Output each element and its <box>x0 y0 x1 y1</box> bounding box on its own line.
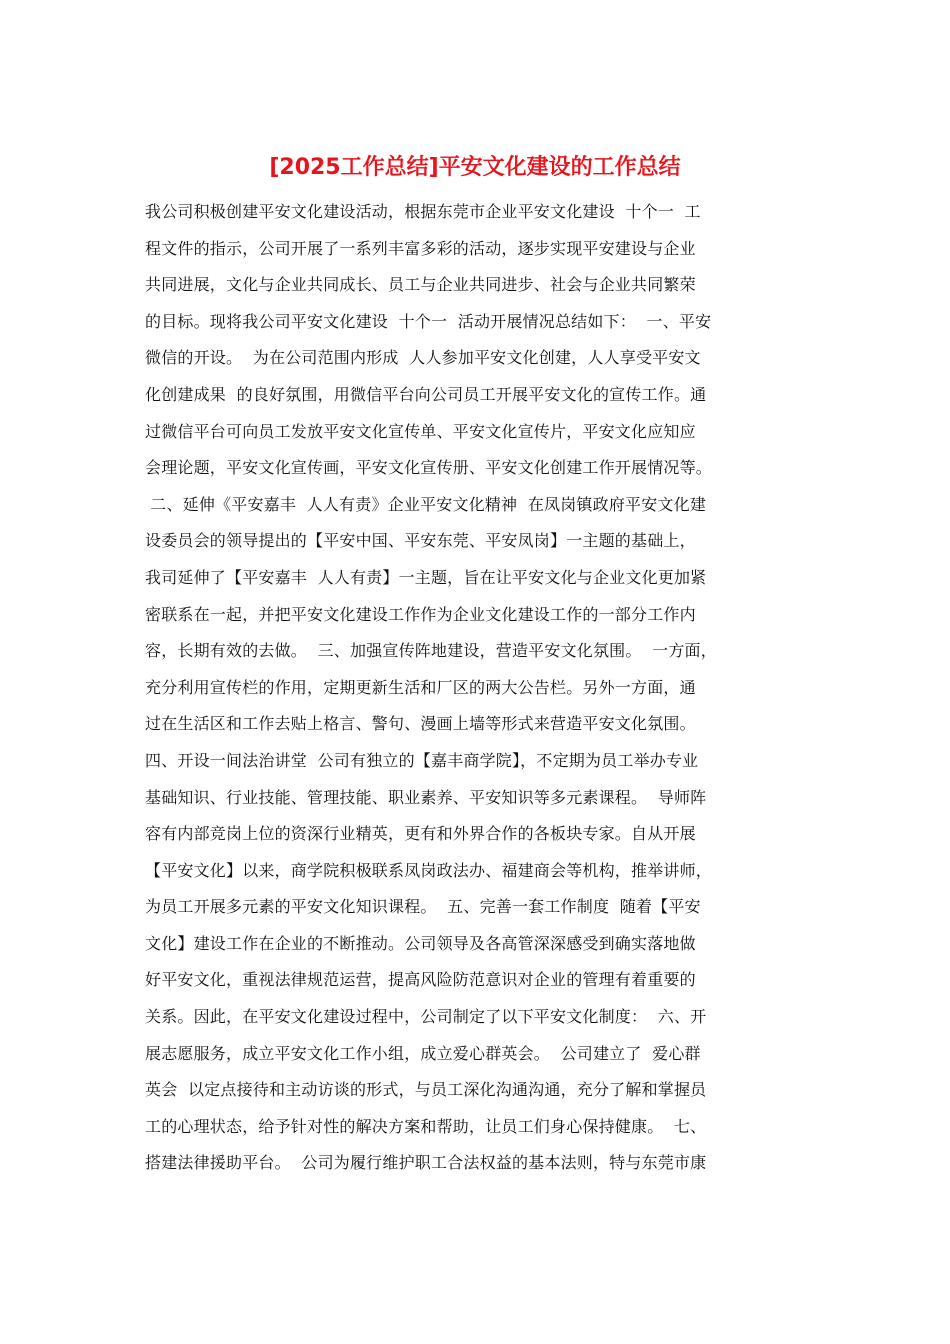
body-line: 共同进展，文化与企业共同成长、员工与企业共同进步、社会与企业共同繁荣 <box>145 275 696 295</box>
body-line: 搭建法律援助平台。 公司为履行维护职工合法权益的基本法则，特与东莞市康 <box>145 1153 707 1173</box>
body-line: 容，长期有效的去做。 三、加强宣传阵地建设，营造平安文化氛围。 一方面， <box>145 641 717 661</box>
body-line: 容有内部竞岗上位的资深行业精英，更有和外界合作的各板块专家。自从开展 <box>145 824 696 844</box>
body-line: 过在生活区和工作去贴上格言、警句、漫画上墙等形式来营造平安文化氛围。 <box>145 714 696 734</box>
body-line: 充分利用宣传栏的作用，定期更新生活和厂区的两大公告栏。另外一方面，通 <box>145 677 696 697</box>
body-line: 密联系在一起，并把平安文化建设工作作为企业文化建设工作的一部分工作内 <box>145 604 696 624</box>
body-line: 工的心理状态，给予针对性的解决方案和帮助，让员工们身心保持健康。 七、 <box>145 1116 707 1136</box>
body-line: 好平安文化，重视法律规范运营，提高风险防范意识对企业的管理有着重要的 <box>145 970 696 990</box>
body-line: 文化】建设工作在企业的不断推动。公司领导及各高管深深感受到确实落地做 <box>145 933 696 953</box>
body-line: 的目标。现将我公司平安文化建设 十个一 活动开展情况总结如下： 一、平安 <box>145 311 712 331</box>
body-line: 基础知识、行业技能、管理技能、职业素养、平安知识等多元素课程。 导师阵 <box>145 787 707 807</box>
document-title: [2025工作总结]平安文化建设的工作总结 <box>269 155 681 180</box>
body-line: 微信的开设。 为在公司范围内形成 人人参加平安文化创建，人人享受平安文 <box>145 348 701 368</box>
body-line: 关系。因此，在平安文化建设过程中，公司制定了以下平安文化制度： 六、开 <box>145 1007 707 1027</box>
body-line: 设委员会的领导提出的【平安中国、平安东莞、平安凤岗】一主题的基础上， <box>145 531 696 551</box>
body-line: 展志愿服务，成立平安文化工作小组，成立爱心群英会。 公司建立了 爱心群 <box>145 1043 701 1063</box>
body-line: 程文件的指示，公司开展了一系列丰富多彩的活动，逐步实现平安建设与企业 <box>145 238 696 258</box>
body-line: 我公司积极创建平安文化建设活动，根据东莞市企业平安文化建设 十个一 工 <box>145 202 701 221</box>
body-line: 过微信平台可向员工发放平安文化宣传单、平安文化宣传片，平安文化应知应 <box>145 421 696 441</box>
body-line: 英会 以定点接待和主动访谈的形式，与员工深化沟通沟通，充分了解和掌握员 <box>145 1080 707 1100</box>
body-line: 四、开设一间法治讲堂 公司有独立的【嘉丰商学院】，不定期为员工举办专业 <box>145 750 699 770</box>
body-line: 化创建成果 的良好氛围，用微信平台向公司员工开展平安文化的宣传工作。通 <box>145 384 707 404</box>
body-line: 会理论题，平安文化宣传画，平安文化宣传册、平安文化创建工作开展情况等。 <box>145 458 713 478</box>
body-line: 二、延伸《平安嘉丰 人人有责》企业平安文化精神 在凤岗镇政府平安文化建 <box>145 494 707 514</box>
body-line: 为员工开展多元素的平安文化知识课程。 五、完善一套工作制度 随着【平安 <box>145 897 701 917</box>
body-line: 【平安文化】以来，商学院积极联系凤岗政法办、福建商会等机构，推举讲师， <box>145 860 713 880</box>
body-line: 我司延伸了【平安嘉丰 人人有责】一主题，旨在让平安文化与企业文化更加紧 <box>145 567 707 587</box>
document-body <box>145 194 805 1182</box>
